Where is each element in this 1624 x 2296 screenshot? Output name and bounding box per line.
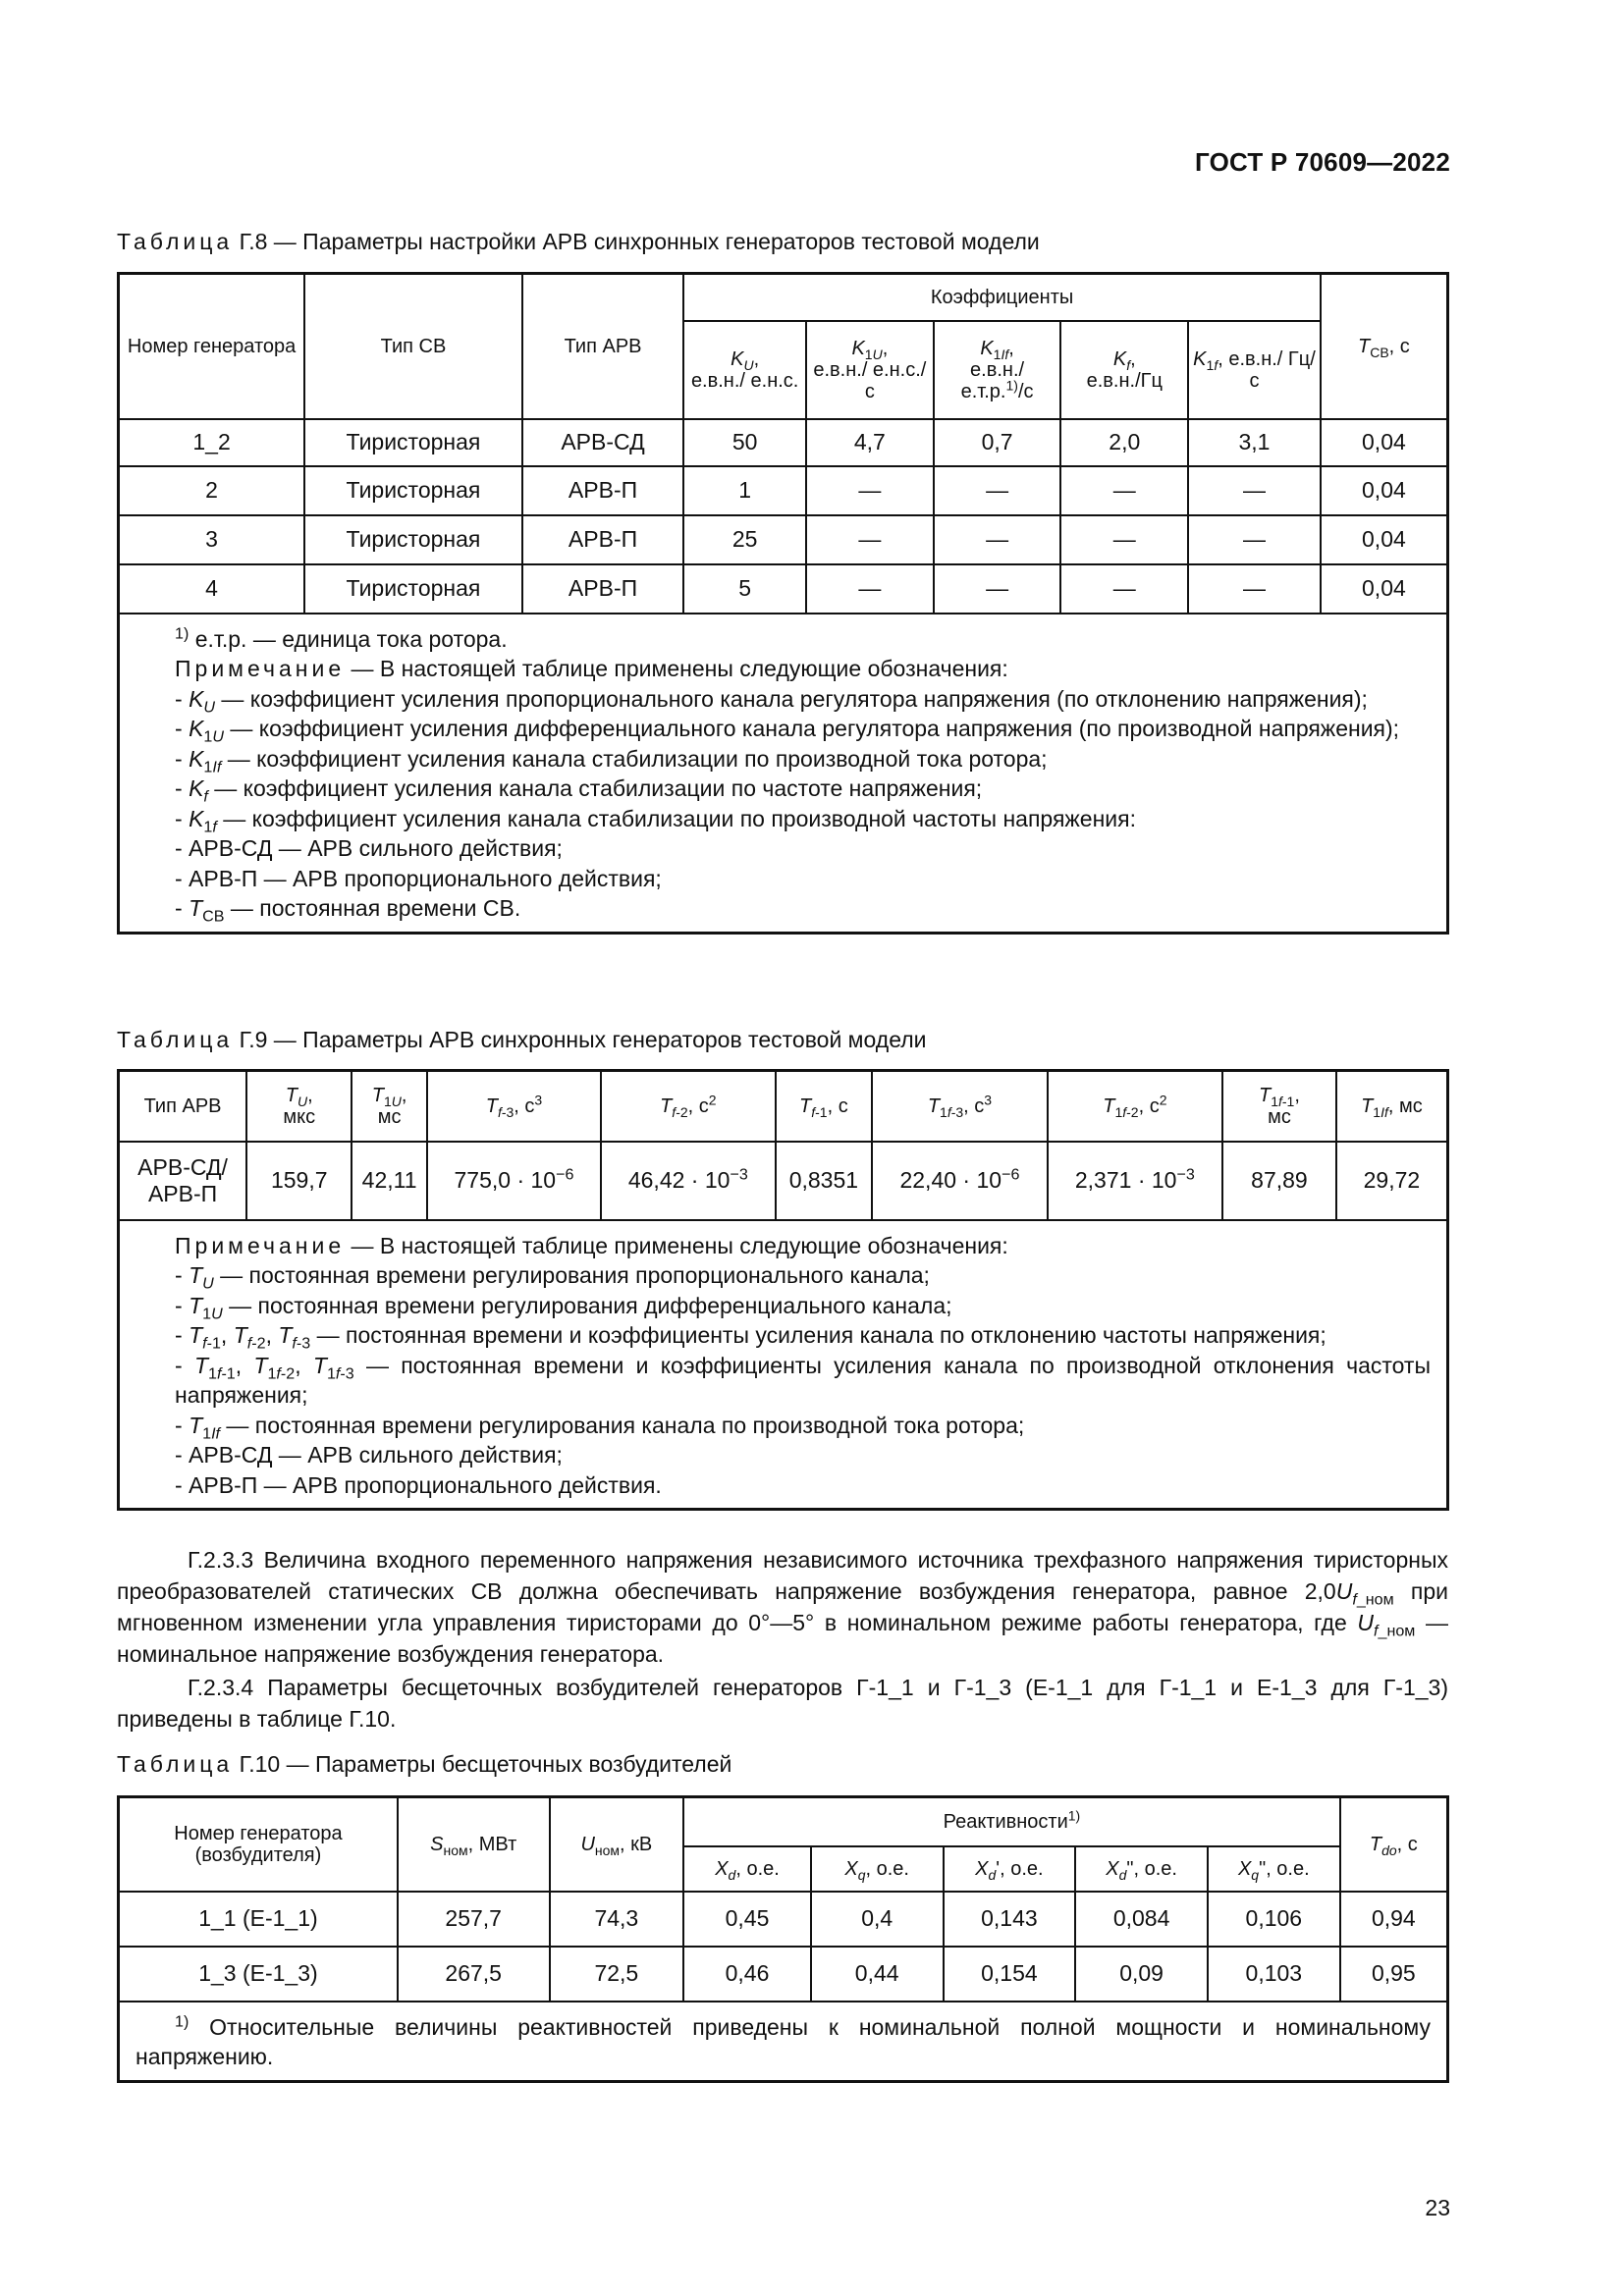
note-t1f: - $T_{1f-1}$, $T_{1f-2}$, $T_{1f-3}$ — постоянная времени и коэффициенты усиления канала по производной отклонения частоты напряжения; (175, 1352, 1432, 1408)
note-intro: Примечание — В настоящей таблице применены следующие обозначения: (175, 656, 1008, 681)
note-k1f: - $K_{1f}$ — коэффициент усиления канала стабилизации по производной частоты напряжения: (175, 805, 1136, 836)
header-tf2: $T_{f-2}$, $с^2$ (601, 1071, 775, 1142)
note-arv-sd: - АРВ-СД — АРВ сильного действия; (175, 835, 563, 861)
table-g8 (117, 272, 1449, 934)
note-t1u: - $T_{1U}$ — постоянная времени регулирования дифференциального канала; (175, 1292, 952, 1323)
cell: 1 (683, 466, 806, 515)
footnote: $^{1)}$ е.т.р. — единица тока ротора. (175, 623, 508, 652)
cell: 1_2 (119, 419, 305, 466)
cell: — (1188, 515, 1321, 564)
cell: 0,7 (934, 419, 1061, 466)
paragraph-g233: Г.2.3.3 Величина входного переменного напряжения независимого источника трехфазного напряжения тиристорных преобразователей статических СВ должна обеспечивать напряжение возбуждения генератора, равное $2,0U_{f\_ном}$ при мгновенном изменении угла управления тиристорами до 0°—5° в номинальном режиме работы генератора, где $U_{f\_ном}$ — номинальное напряжение возбуждения генератора. (117, 1547, 1449, 1667)
header-unom: $U_{ном}$, кВ (550, 1797, 684, 1892)
header-ku: $K_U$, е.в.н./ е.н.с. (683, 321, 806, 419)
cell: 0,04 (1321, 466, 1448, 515)
cell: 0,45 (683, 1892, 811, 1947)
cell: 0,94 (1340, 1892, 1448, 1947)
header-xq-double-prime: $X_q$", о.е. (1208, 1846, 1340, 1892)
cell: 0,04 (1321, 419, 1448, 466)
cell: Тиристорная (304, 466, 522, 515)
header-k1u: $K_{1U}$, е.в.н./ е.н.с./с (806, 321, 934, 419)
cell: 1_1 (Е-1_1) (119, 1892, 398, 1947)
cell: АРВ-СД/ АРВ-П (119, 1142, 247, 1220)
caption-word: Таблица (117, 1027, 234, 1052)
header-coefficients: Коэффициенты (683, 274, 1321, 321)
cell: 50 (683, 419, 806, 466)
table-row (119, 515, 1448, 564)
note-arv-p: - АРВ-П — АРВ пропорционального действия. (175, 1471, 662, 1498)
header-xd: $X_d$, о.е. (683, 1846, 811, 1892)
cell: $775,0 \cdot 10^{-6}$ (427, 1142, 601, 1220)
header-xd-double-prime: $X_d$", о.е. (1075, 1846, 1208, 1892)
cell: 3,1 (1188, 419, 1321, 466)
header-xd-prime: $X_d'$, о.е. (944, 1846, 1076, 1892)
body-text (117, 1544, 1448, 1735)
cell: — (934, 515, 1061, 564)
cell: 0,95 (1340, 1947, 1448, 2002)
cell: 0,143 (944, 1892, 1076, 1947)
cell: 25 (683, 515, 806, 564)
header-gen-number: Номер генератора (119, 274, 305, 419)
cell: Тиристорная (304, 515, 522, 564)
header-snom: $S_{ном}$, МВт (398, 1797, 550, 1892)
cell: 159,7 (246, 1142, 352, 1220)
cell: 267,5 (398, 1947, 550, 2002)
cell: АРВ-П (522, 466, 684, 515)
caption-word: Таблица (117, 229, 234, 254)
cell: 0,46 (683, 1947, 811, 2002)
cell: — (934, 564, 1061, 614)
header-t1u: $T_{1U}$, мс (352, 1071, 426, 1142)
cell: 257,7 (398, 1892, 550, 1947)
cell: АРВ-П (522, 515, 684, 564)
table-row (119, 1892, 1448, 1947)
note-intro: Примечание — В настоящей таблице применены следующие обозначения: (175, 1232, 1008, 1258)
table-row (119, 419, 1448, 466)
header-kf: $K_f$, е.в.н./Гц (1060, 321, 1188, 419)
cell: 3 (119, 515, 305, 564)
cell: — (1188, 564, 1321, 614)
cell: — (1188, 466, 1321, 515)
cell: — (1060, 515, 1188, 564)
cell: — (806, 466, 934, 515)
cell: — (806, 515, 934, 564)
note-ku: - $K_U$ — коэффициент усиления пропорционального канала регулятора напряжения (по отклонению напряжения); (175, 685, 1368, 717)
cell: — (1060, 466, 1188, 515)
header-gen-number: Номер генератора (возбудителя) (119, 1797, 398, 1892)
table-g10-footnote (119, 2002, 1448, 2082)
cell: 0,154 (944, 1947, 1076, 2002)
cell: 0,09 (1075, 1947, 1208, 2002)
note-tsv: - $T_{СВ}$ — постоянная времени СВ. (175, 895, 521, 926)
header-sv-type: Тип СВ (304, 274, 522, 419)
table-g9-caption (117, 1027, 927, 1053)
header-t1f1: $T_{1f-1}$, мс (1222, 1071, 1336, 1142)
header-k1if: $K_{1If}$, е.в.н./ е.т.р.$^{1)}$/с (934, 321, 1061, 419)
cell: АРВ-СД (522, 419, 684, 466)
header-tsv: $T_{СВ}$, с (1321, 274, 1448, 419)
cell: — (1060, 564, 1188, 614)
header-t1f3: $T_{1f-3}$, $с^3$ (872, 1071, 1047, 1142)
footnote: $^{1)}$ Относительные величины реактивностей приведены к номинальной полной мощности и номинальному напряжению. (135, 2011, 1431, 2069)
header-tf1: $T_{f-1}$, с (776, 1071, 873, 1142)
cell: 4,7 (806, 419, 934, 466)
table-row (119, 1142, 1448, 1220)
cell: 0,04 (1321, 564, 1448, 614)
note-arv-sd: - АРВ-СД — АРВ сильного действия; (175, 1442, 563, 1468)
cell: — (806, 564, 934, 614)
document-code: ГОСТ Р 70609—2022 (1195, 147, 1450, 177)
cell: 2 (119, 466, 305, 515)
cell: 0,8351 (776, 1142, 873, 1220)
cell: 2,0 (1060, 419, 1188, 466)
note-kf: - $K_f$ — коэффициент усиления канала стабилизации по частоте напряжения; (175, 775, 983, 806)
note-k1u: - $K_{1U}$ — коэффициент усиления дифференциального канала регулятора напряжения (по производной напряжения); (175, 716, 1400, 746)
cell: АРВ-П (522, 564, 684, 614)
header-xq: $X_q$, о.е. (811, 1846, 944, 1892)
caption-text: Г.10 — Параметры бесщеточных возбудителей (239, 1751, 732, 1777)
cell: $2,371 \cdot 10^{-3}$ (1048, 1142, 1222, 1220)
header-tf3: $T_{f-3}$, $с^3$ (427, 1071, 601, 1142)
note-tf: - $T_{f-1}$, $T_{f-2}$, $T_{f-3}$ — постоянная времени и коэффициенты усиления канала по отклонению частоты напряжения; (175, 1322, 1326, 1353)
cell: Тиристорная (304, 419, 522, 466)
table-row (119, 466, 1448, 515)
page-number: 23 (1425, 2195, 1450, 2220)
cell: 0,04 (1321, 515, 1448, 564)
header-t1if: $T_{1If}$, мс (1336, 1071, 1448, 1142)
cell: — (934, 466, 1061, 515)
note-t1if: - $T_{1If}$ — постоянная времени регулирования канала по производной тока ротора; (175, 1412, 1025, 1443)
header-tu: $T_U$, мкс (246, 1071, 352, 1142)
cell: 4 (119, 564, 305, 614)
cell: 72,5 (550, 1947, 684, 2002)
cell: $22,40 \cdot 10^{-6}$ (872, 1142, 1047, 1220)
cell: 74,3 (550, 1892, 684, 1947)
header-t1f2: $T_{1f-2}$, $с^2$ (1048, 1071, 1222, 1142)
table-row (119, 564, 1448, 614)
table-g9-notes (119, 1220, 1448, 1510)
note-arv-p: - АРВ-П — АРВ пропорционального действия; (175, 865, 662, 891)
table-g8-caption (117, 229, 1040, 255)
caption-word: Таблица (117, 1751, 234, 1777)
table-row (119, 1947, 1448, 2002)
cell: $46,42 \cdot 10^{-3}$ (601, 1142, 775, 1220)
header-k1f: $K_{1f}$, е.в.н./ Гц/с (1188, 321, 1321, 419)
table-g10 (117, 1795, 1449, 2083)
header-arv-type: Тип АРВ (522, 274, 684, 419)
cell: 87,89 (1222, 1142, 1336, 1220)
cell: 5 (683, 564, 806, 614)
cell: 42,11 (352, 1142, 426, 1220)
cell: 29,72 (1336, 1142, 1448, 1220)
header-tdo: $T_{do}$, с (1340, 1797, 1448, 1892)
header-reactances: Реактивности$^{1)}$ (683, 1797, 1340, 1846)
cell: 0,084 (1075, 1892, 1208, 1947)
table-g10-caption (117, 1751, 731, 1778)
cell: 0,4 (811, 1892, 944, 1947)
cell: 0,44 (811, 1947, 944, 2002)
cell: 0,103 (1208, 1947, 1340, 2002)
caption-text: Г.9 — Параметры АРВ синхронных генераторов тестовой модели (239, 1027, 927, 1052)
header-arv-type: Тип АРВ (119, 1071, 247, 1142)
paragraph-g234: Г.2.3.4 Параметры бесщеточных возбудителей генераторов Г-1_1 и Г-1_3 (Е-1_1 для Г-1_1 и Е-1_3 для Г-1_3) приведены в таблице Г.10. (117, 1675, 1448, 1732)
caption-text: Г.8 — Параметры настройки АРВ синхронных генераторов тестовой модели (239, 229, 1040, 254)
cell: Тиристорная (304, 564, 522, 614)
table-g9 (117, 1069, 1449, 1511)
cell: 1_3 (Е-1_3) (119, 1947, 398, 2002)
table-g8-notes (119, 614, 1448, 934)
note-k1if: - $K_{1If}$ — коэффициент усиления канала стабилизации по производной тока ротора; (175, 745, 1048, 776)
note-tu: - $T_U$ — постоянная времени регулирования пропорционального канала; (175, 1262, 930, 1293)
cell: 0,106 (1208, 1892, 1340, 1947)
